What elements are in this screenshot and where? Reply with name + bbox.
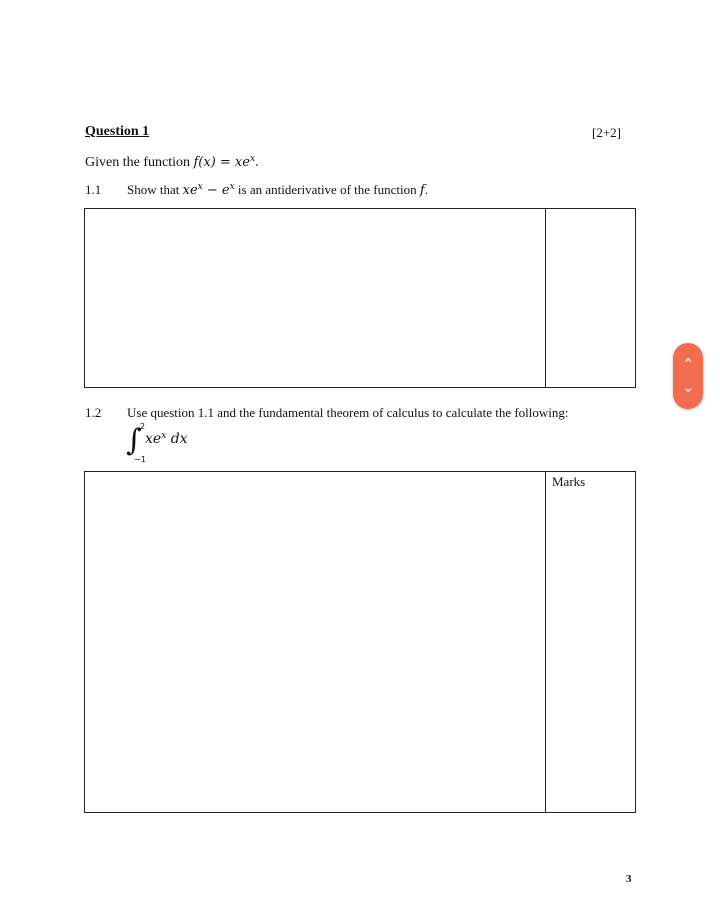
item-1-1-end: .	[424, 182, 428, 197]
item-1-1-function: f	[419, 183, 425, 198]
given-statement	[85, 154, 259, 171]
chevron-down-icon[interactable]: ›	[680, 387, 696, 393]
answer-box-1-2[interactable]	[84, 471, 636, 813]
question-title: Question 1	[85, 124, 150, 139]
integrand-exponent: x	[161, 431, 167, 441]
integral-sign: ∫	[126, 423, 142, 458]
integral-differential: dx	[170, 431, 188, 447]
item-1-1-expression	[183, 183, 235, 198]
question-marks: [2+2]	[592, 125, 621, 140]
expr-e-exponent: x	[229, 182, 235, 192]
marks-column-1-1	[545, 209, 635, 387]
integrand-base: xe	[145, 431, 162, 447]
item-1-2-text: Use question 1.1 and the fundamental theorem of calculus to calculate the following:	[127, 405, 569, 420]
item-1-1-suffix: is an antiderivative of the function	[237, 182, 417, 197]
integrand	[145, 431, 188, 447]
chevron-up-icon[interactable]: ‹	[680, 357, 696, 363]
answer-box-1-1[interactable]	[84, 208, 636, 388]
integral-lower-limit: −1	[134, 455, 146, 464]
given-end: .	[255, 155, 260, 170]
integral-upper-limit: 2	[140, 422, 146, 431]
given-function	[193, 155, 259, 170]
marks-column-1-2	[545, 472, 635, 812]
given-function-base: f(x) = xe	[193, 155, 250, 170]
page-number: 3	[626, 873, 632, 885]
item-1-1-prefix: Show that	[127, 182, 180, 197]
item-1-1-number: 1.1	[85, 182, 102, 197]
expr-xe-exponent: x	[197, 182, 203, 192]
page-nav-pill	[673, 343, 703, 409]
item-1-1-text	[127, 182, 428, 198]
expr-xe: xe	[182, 183, 198, 198]
item-1-2-number: 1.2	[85, 405, 102, 420]
given-function-exponent: x	[249, 154, 256, 164]
expr-minus-e: − e	[202, 183, 230, 198]
integral-expression	[126, 422, 246, 466]
given-prefix: Given the function	[85, 155, 190, 170]
marks-header: Marks	[552, 474, 586, 489]
